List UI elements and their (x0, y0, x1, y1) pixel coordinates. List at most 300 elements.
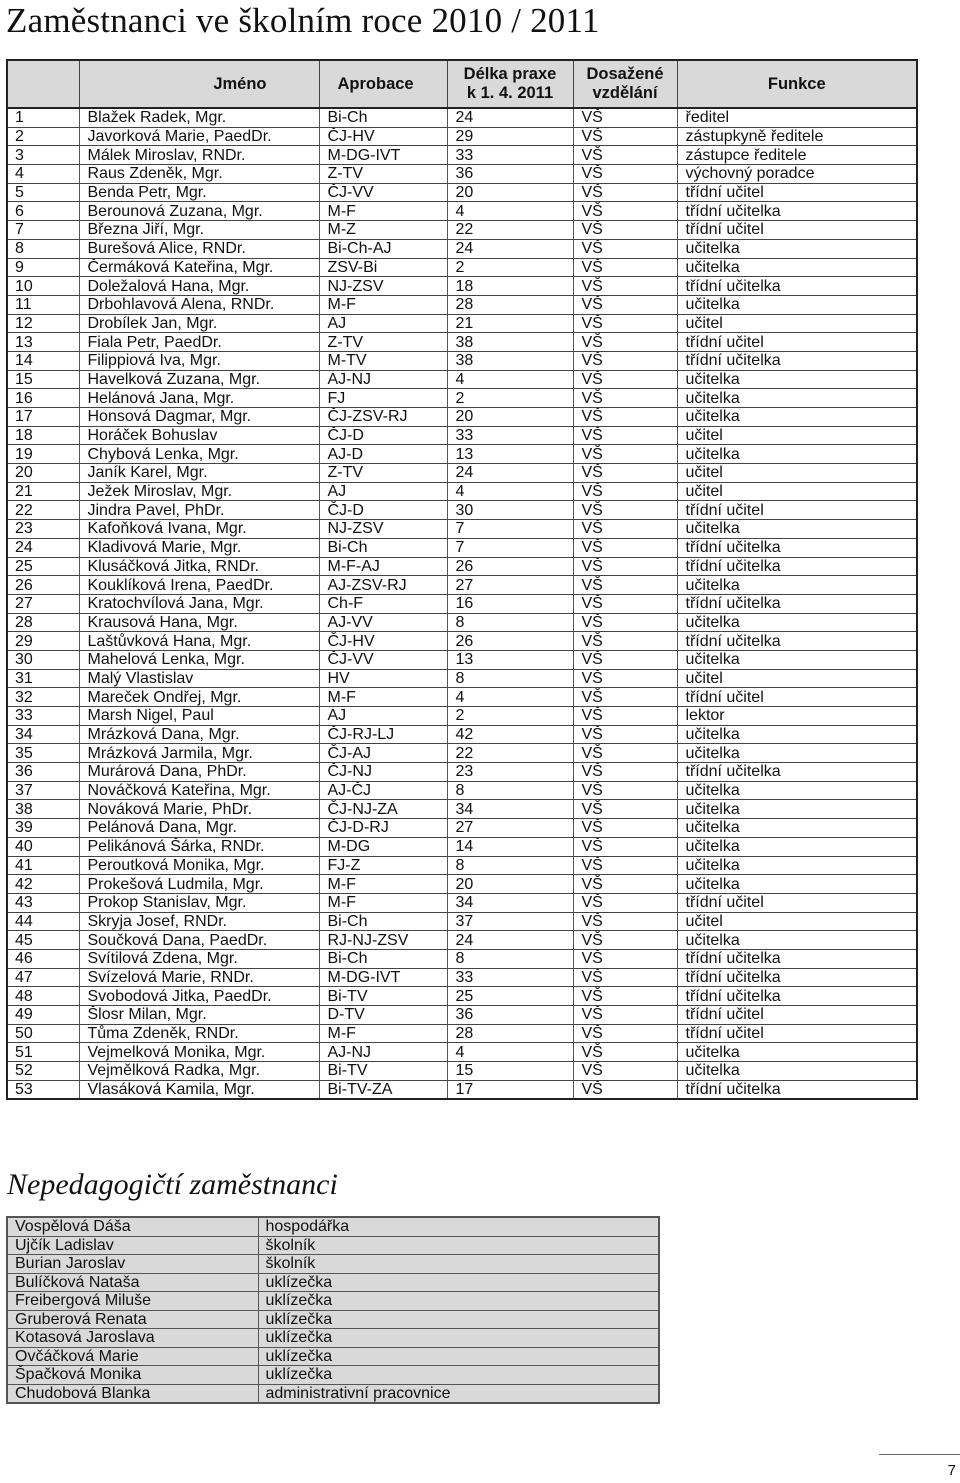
cell-name: Března Jiří, Mgr. (79, 221, 319, 240)
cell-name: Mareček Ondřej, Mgr. (79, 688, 319, 707)
cell-years-of-practice: 2 (447, 258, 573, 277)
cell-name: Kafoňková Ivana, Mgr. (79, 520, 319, 539)
employee-role: hospodářka (258, 1217, 659, 1236)
table-row (7, 763, 917, 782)
list-item (7, 1273, 659, 1292)
cell-function: učitelka (677, 576, 917, 595)
employee-name: Kotasová Jaroslava (7, 1329, 258, 1348)
cell-function: výchovný poradce (677, 165, 917, 184)
cell-name: Ježek Miroslav, Mgr. (79, 482, 319, 501)
cell-function: učitelka (677, 1062, 917, 1081)
list-item (7, 1310, 659, 1329)
cell-aprobace: AJ (319, 707, 447, 726)
cell-education: VŠ (573, 202, 677, 221)
table-row (7, 426, 917, 445)
cell-name: Svízelová Marie, RNDr. (79, 968, 319, 987)
cell-name: Doležalová Hana, Mgr. (79, 277, 319, 296)
cell-education: VŠ (573, 781, 677, 800)
table-row (7, 464, 917, 483)
table-row (7, 501, 917, 520)
table-row (7, 482, 917, 501)
page-number: 7 (947, 1462, 956, 1479)
cell-function: třídní učitelka (677, 557, 917, 576)
cell-function: učitelka (677, 819, 917, 838)
cell-years-of-practice: 18 (447, 277, 573, 296)
cell-function: učitelka (677, 520, 917, 539)
cell-function: třídní učitelka (677, 277, 917, 296)
cell-name: Tůma Zdeněk, RNDr. (79, 1024, 319, 1043)
table-row (7, 258, 917, 277)
cell-function: učitelka (677, 744, 917, 763)
cell-name: Nováková Marie, PhDr. (79, 800, 319, 819)
cell-number: 49 (7, 1006, 79, 1025)
cell-aprobace: ČJ-D (319, 501, 447, 520)
cell-name: Nováčková Kateřina, Mgr. (79, 781, 319, 800)
cell-aprobace: NJ-ZSV (319, 520, 447, 539)
header-education-line1: Dosažené (586, 65, 664, 83)
cell-aprobace: Bi-Ch (319, 912, 447, 931)
cell-years-of-practice: 22 (447, 221, 573, 240)
cell-education: VŠ (573, 763, 677, 782)
cell-education: VŠ (573, 520, 677, 539)
cell-function: učitelka (677, 445, 917, 464)
cell-aprobace: FJ (319, 389, 447, 408)
cell-name: Javorková Marie, PaedDr. (79, 127, 319, 146)
header-years-line2: k 1. 4. 2011 (466, 84, 554, 102)
cell-years-of-practice: 24 (447, 108, 573, 127)
cell-aprobace: AJ-D (319, 445, 447, 464)
cell-aprobace: NJ-ZSV (319, 277, 447, 296)
cell-education: VŠ (573, 707, 677, 726)
cell-number: 48 (7, 987, 79, 1006)
cell-function: učitelka (677, 1043, 917, 1062)
employee-role: uklízečka (258, 1292, 659, 1311)
cell-name: Drobílek Jan, Mgr. (79, 314, 319, 333)
cell-number: 47 (7, 968, 79, 987)
table-row (7, 370, 917, 389)
cell-name: Součková Dana, PaedDr. (79, 931, 319, 950)
cell-number: 36 (7, 763, 79, 782)
cell-function: třídní učitel (677, 501, 917, 520)
cell-aprobace: Bi-TV (319, 1062, 447, 1081)
cell-aprobace: ČJ-NJ (319, 763, 447, 782)
cell-education: VŠ (573, 725, 677, 744)
cell-function: třídní učitelka (677, 763, 917, 782)
cell-education: VŠ (573, 594, 677, 613)
cell-years-of-practice: 13 (447, 445, 573, 464)
cell-number: 16 (7, 389, 79, 408)
table-row (7, 725, 917, 744)
cell-number: 13 (7, 333, 79, 352)
list-item (7, 1217, 659, 1236)
cell-name: Čermáková Kateřina, Mgr. (79, 258, 319, 277)
table-row (7, 837, 917, 856)
cell-aprobace: M-F (319, 202, 447, 221)
cell-education: VŠ (573, 464, 677, 483)
cell-number: 11 (7, 295, 79, 314)
cell-education: VŠ (573, 893, 677, 912)
staff-table (6, 59, 918, 1100)
cell-aprobace: ČJ-D-RJ (319, 819, 447, 838)
cell-number: 9 (7, 258, 79, 277)
cell-name: Berounová Zuzana, Mgr. (79, 202, 319, 221)
table-row (7, 1024, 917, 1043)
cell-name: Vejmělková Radka, Mgr. (79, 1062, 319, 1081)
table-row (7, 239, 917, 258)
cell-function: třídní učitel (677, 688, 917, 707)
cell-years-of-practice: 16 (447, 594, 573, 613)
list-item (7, 1347, 659, 1366)
cell-name: Prokop Stanislav, Mgr. (79, 893, 319, 912)
cell-function: učitelka (677, 856, 917, 875)
cell-aprobace: M-F (319, 1024, 447, 1043)
cell-years-of-practice: 15 (447, 1062, 573, 1081)
cell-number: 33 (7, 707, 79, 726)
cell-name: Laštůvková Hana, Mgr. (79, 632, 319, 651)
cell-number: 29 (7, 632, 79, 651)
cell-function: učitel (677, 912, 917, 931)
cell-education: VŠ (573, 314, 677, 333)
cell-aprobace: ČJ-D (319, 426, 447, 445)
table-row (7, 389, 917, 408)
cell-aprobace: HV (319, 669, 447, 688)
cell-number: 14 (7, 351, 79, 370)
cell-name: Pelánová Dana, Mgr. (79, 819, 319, 838)
cell-name: Mrázková Dana, Mgr. (79, 725, 319, 744)
cell-years-of-practice: 25 (447, 987, 573, 1006)
cell-aprobace: ČJ-HV (319, 632, 447, 651)
table-row (7, 520, 917, 539)
table-row (7, 146, 917, 165)
cell-years-of-practice: 28 (447, 295, 573, 314)
cell-name: Filippiová Iva, Mgr. (79, 351, 319, 370)
employee-name: Špačková Monika (7, 1366, 258, 1385)
cell-name: Murárová Dana, PhDr. (79, 763, 319, 782)
cell-education: VŠ (573, 875, 677, 894)
cell-function: učitel (677, 669, 917, 688)
table-row (7, 987, 917, 1006)
cell-name: Svobodová Jitka, PaedDr. (79, 987, 319, 1006)
cell-number: 7 (7, 221, 79, 240)
cell-function: učitelka (677, 875, 917, 894)
cell-aprobace: ČJ-RJ-LJ (319, 725, 447, 744)
cell-function: učitelka (677, 725, 917, 744)
cell-name: Peroutková Monika, Mgr. (79, 856, 319, 875)
header-years-of-practice (447, 60, 573, 108)
list-item (7, 1366, 659, 1385)
cell-aprobace: AJ-ZSV-RJ (319, 576, 447, 595)
cell-education: VŠ (573, 632, 677, 651)
cell-education: VŠ (573, 1006, 677, 1025)
table-row (7, 127, 917, 146)
cell-number: 5 (7, 183, 79, 202)
employee-role: uklízečka (258, 1329, 659, 1348)
cell-function: třídní učitelka (677, 968, 917, 987)
table-row (7, 594, 917, 613)
cell-years-of-practice: 36 (447, 165, 573, 184)
cell-years-of-practice: 21 (447, 314, 573, 333)
cell-name: Vlasáková Kamila, Mgr. (79, 1080, 319, 1099)
cell-aprobace: M-F (319, 688, 447, 707)
cell-function: třídní učitelka (677, 632, 917, 651)
cell-education: VŠ (573, 912, 677, 931)
cell-years-of-practice: 33 (447, 426, 573, 445)
employee-role: uklízečka (258, 1310, 659, 1329)
cell-number: 10 (7, 277, 79, 296)
cell-function: učitelka (677, 931, 917, 950)
cell-education: VŠ (573, 987, 677, 1006)
cell-years-of-practice: 13 (447, 650, 573, 669)
table-row (7, 1062, 917, 1081)
table-row (7, 688, 917, 707)
cell-name: Helánová Jana, Mgr. (79, 389, 319, 408)
cell-name: Janík Karel, Mgr. (79, 464, 319, 483)
cell-aprobace: Bi-TV-ZA (319, 1080, 447, 1099)
cell-function: učitel (677, 426, 917, 445)
employee-role: uklízečka (258, 1347, 659, 1366)
employee-name: Bulíčková Nataša (7, 1273, 258, 1292)
table-row (7, 295, 917, 314)
cell-years-of-practice: 8 (447, 781, 573, 800)
cell-education: VŠ (573, 538, 677, 557)
cell-number: 25 (7, 557, 79, 576)
cell-years-of-practice: 38 (447, 351, 573, 370)
cell-years-of-practice: 28 (447, 1024, 573, 1043)
cell-function: učitel (677, 464, 917, 483)
cell-education: VŠ (573, 165, 677, 184)
cell-number: 6 (7, 202, 79, 221)
cell-aprobace: M-TV (319, 351, 447, 370)
table-row (7, 893, 917, 912)
cell-years-of-practice: 34 (447, 800, 573, 819)
table-row (7, 800, 917, 819)
cell-number: 52 (7, 1062, 79, 1081)
cell-years-of-practice: 4 (447, 1043, 573, 1062)
table-row (7, 314, 917, 333)
cell-number: 2 (7, 127, 79, 146)
cell-name: Kladivová Marie, Mgr. (79, 538, 319, 557)
cell-years-of-practice: 8 (447, 949, 573, 968)
cell-years-of-practice: 8 (447, 613, 573, 632)
employee-name: Ovčáčková Marie (7, 1347, 258, 1366)
cell-education: VŠ (573, 221, 677, 240)
cell-name: Klusáčková Jitka, RNDr. (79, 557, 319, 576)
cell-years-of-practice: 4 (447, 688, 573, 707)
cell-name: Horáček Bohuslav (79, 426, 319, 445)
cell-function: třídní učitelka (677, 538, 917, 557)
cell-name: Mrázková Jarmila, Mgr. (79, 744, 319, 763)
cell-function: učitelka (677, 370, 917, 389)
cell-aprobace: Bi-Ch-AJ (319, 239, 447, 258)
cell-aprobace: M-DG-IVT (319, 146, 447, 165)
cell-number: 3 (7, 146, 79, 165)
cell-years-of-practice: 4 (447, 202, 573, 221)
cell-years-of-practice: 37 (447, 912, 573, 931)
cell-education: VŠ (573, 351, 677, 370)
cell-education: VŠ (573, 370, 677, 389)
cell-function: třídní učitel (677, 1024, 917, 1043)
cell-aprobace: ČJ-HV (319, 127, 447, 146)
table-row (7, 707, 917, 726)
employee-role: školník (258, 1236, 659, 1255)
cell-years-of-practice: 2 (447, 389, 573, 408)
cell-education: VŠ (573, 408, 677, 427)
cell-number: 53 (7, 1080, 79, 1099)
cell-education: VŠ (573, 239, 677, 258)
employee-name: Freibergová Miluše (7, 1292, 258, 1311)
cell-aprobace: Z-TV (319, 165, 447, 184)
list-item (7, 1292, 659, 1311)
employee-name: Burian Jaroslav (7, 1255, 258, 1274)
table-header-row (7, 60, 917, 108)
cell-number: 35 (7, 744, 79, 763)
cell-number: 45 (7, 931, 79, 950)
cell-name: Šlosr Milan, Mgr. (79, 1006, 319, 1025)
cell-aprobace: ČJ-VV (319, 650, 447, 669)
cell-years-of-practice: 33 (447, 968, 573, 987)
cell-aprobace: D-TV (319, 1006, 447, 1025)
cell-name: Skryja Josef, RNDr. (79, 912, 319, 931)
cell-name: Prokešová Ludmila, Mgr. (79, 875, 319, 894)
cell-education: VŠ (573, 650, 677, 669)
table-row (7, 856, 917, 875)
cell-education: VŠ (573, 1024, 677, 1043)
cell-number: 32 (7, 688, 79, 707)
cell-education: VŠ (573, 426, 677, 445)
cell-aprobace: Bi-TV (319, 987, 447, 1006)
table-row (7, 650, 917, 669)
list-item (7, 1329, 659, 1348)
cell-years-of-practice: 20 (447, 875, 573, 894)
cell-name: Fiala Petr, PaedDr. (79, 333, 319, 352)
cell-years-of-practice: 27 (447, 576, 573, 595)
table-row (7, 108, 917, 127)
cell-education: VŠ (573, 183, 677, 202)
employee-role: školník (258, 1255, 659, 1274)
cell-education: VŠ (573, 856, 677, 875)
employee-role: uklízečka (258, 1366, 659, 1385)
cell-number: 26 (7, 576, 79, 595)
cell-function: učitelka (677, 837, 917, 856)
employee-name: Gruberová Renata (7, 1310, 258, 1329)
cell-years-of-practice: 4 (447, 370, 573, 389)
cell-function: třídní učitelka (677, 202, 917, 221)
table-row (7, 351, 917, 370)
cell-function: učitelka (677, 800, 917, 819)
cell-number: 21 (7, 482, 79, 501)
cell-years-of-practice: 4 (447, 482, 573, 501)
cell-years-of-practice: 2 (447, 707, 573, 726)
cell-name: Svítilová Zdena, Mgr. (79, 949, 319, 968)
cell-name: Blažek Radek, Mgr. (79, 108, 319, 127)
cell-number: 40 (7, 837, 79, 856)
cell-function: učitelka (677, 650, 917, 669)
cell-number: 24 (7, 538, 79, 557)
cell-name: Kratochvílová Jana, Mgr. (79, 594, 319, 613)
cell-years-of-practice: 27 (447, 819, 573, 838)
cell-education: VŠ (573, 1062, 677, 1081)
list-item (7, 1384, 659, 1403)
table-row (7, 221, 917, 240)
cell-education: VŠ (573, 389, 677, 408)
cell-function: třídní učitelka (677, 949, 917, 968)
cell-aprobace: ČJ-VV (319, 183, 447, 202)
cell-aprobace: Ch-F (319, 594, 447, 613)
cell-function: učitelka (677, 408, 917, 427)
cell-education: VŠ (573, 688, 677, 707)
cell-name: Vejmelková Monika, Mgr. (79, 1043, 319, 1062)
cell-name: Havelková Zuzana, Mgr. (79, 370, 319, 389)
header-education (573, 60, 677, 108)
cell-aprobace: RJ-NJ-ZSV (319, 931, 447, 950)
cell-years-of-practice: 24 (447, 464, 573, 483)
cell-number: 51 (7, 1043, 79, 1062)
cell-education: VŠ (573, 800, 677, 819)
cell-years-of-practice: 33 (447, 146, 573, 165)
header-name: Jméno (79, 60, 319, 108)
cell-years-of-practice: 7 (447, 538, 573, 557)
cell-number: 4 (7, 165, 79, 184)
cell-number: 28 (7, 613, 79, 632)
header-years-line1: Délka praxe (463, 65, 557, 83)
cell-education: VŠ (573, 576, 677, 595)
cell-function: učitel (677, 314, 917, 333)
cell-years-of-practice: 22 (447, 744, 573, 763)
list-item (7, 1255, 659, 1274)
cell-aprobace: Bi-Ch (319, 538, 447, 557)
table-row (7, 875, 917, 894)
staff-table-body (7, 108, 917, 1099)
cell-number: 12 (7, 314, 79, 333)
cell-education: VŠ (573, 108, 677, 127)
cell-name: Raus Zdeněk, Mgr. (79, 165, 319, 184)
cell-number: 22 (7, 501, 79, 520)
cell-function: učitelka (677, 295, 917, 314)
cell-aprobace: M-DG (319, 837, 447, 856)
cell-function: ředitel (677, 108, 917, 127)
cell-function: třídní učitelka (677, 594, 917, 613)
cell-number: 44 (7, 912, 79, 931)
cell-years-of-practice: 8 (447, 669, 573, 688)
nonpedagogical-title: Nepedagogičtí zaměstnanci (7, 1168, 338, 1201)
cell-years-of-practice: 24 (447, 931, 573, 950)
cell-aprobace: ČJ-NJ-ZA (319, 800, 447, 819)
list-item (7, 1236, 659, 1255)
cell-aprobace: M-F-AJ (319, 557, 447, 576)
cell-function: třídní učitelka (677, 1080, 917, 1099)
table-row (7, 445, 917, 464)
cell-years-of-practice: 23 (447, 763, 573, 782)
cell-number: 23 (7, 520, 79, 539)
table-row (7, 744, 917, 763)
table-row (7, 1043, 917, 1062)
cell-aprobace: M-Z (319, 221, 447, 240)
header-aprobace: Aprobace (319, 60, 447, 108)
cell-function: učitelka (677, 239, 917, 258)
cell-aprobace: M-F (319, 295, 447, 314)
header-function: Funkce (677, 60, 917, 108)
cell-education: VŠ (573, 837, 677, 856)
cell-aprobace: FJ-Z (319, 856, 447, 875)
cell-number: 39 (7, 819, 79, 838)
cell-name: Chybová Lenka, Mgr. (79, 445, 319, 464)
cell-education: VŠ (573, 931, 677, 950)
cell-education: VŠ (573, 557, 677, 576)
cell-years-of-practice: 34 (447, 893, 573, 912)
cell-education: VŠ (573, 258, 677, 277)
cell-number: 46 (7, 949, 79, 968)
cell-function: třídní učitelka (677, 351, 917, 370)
